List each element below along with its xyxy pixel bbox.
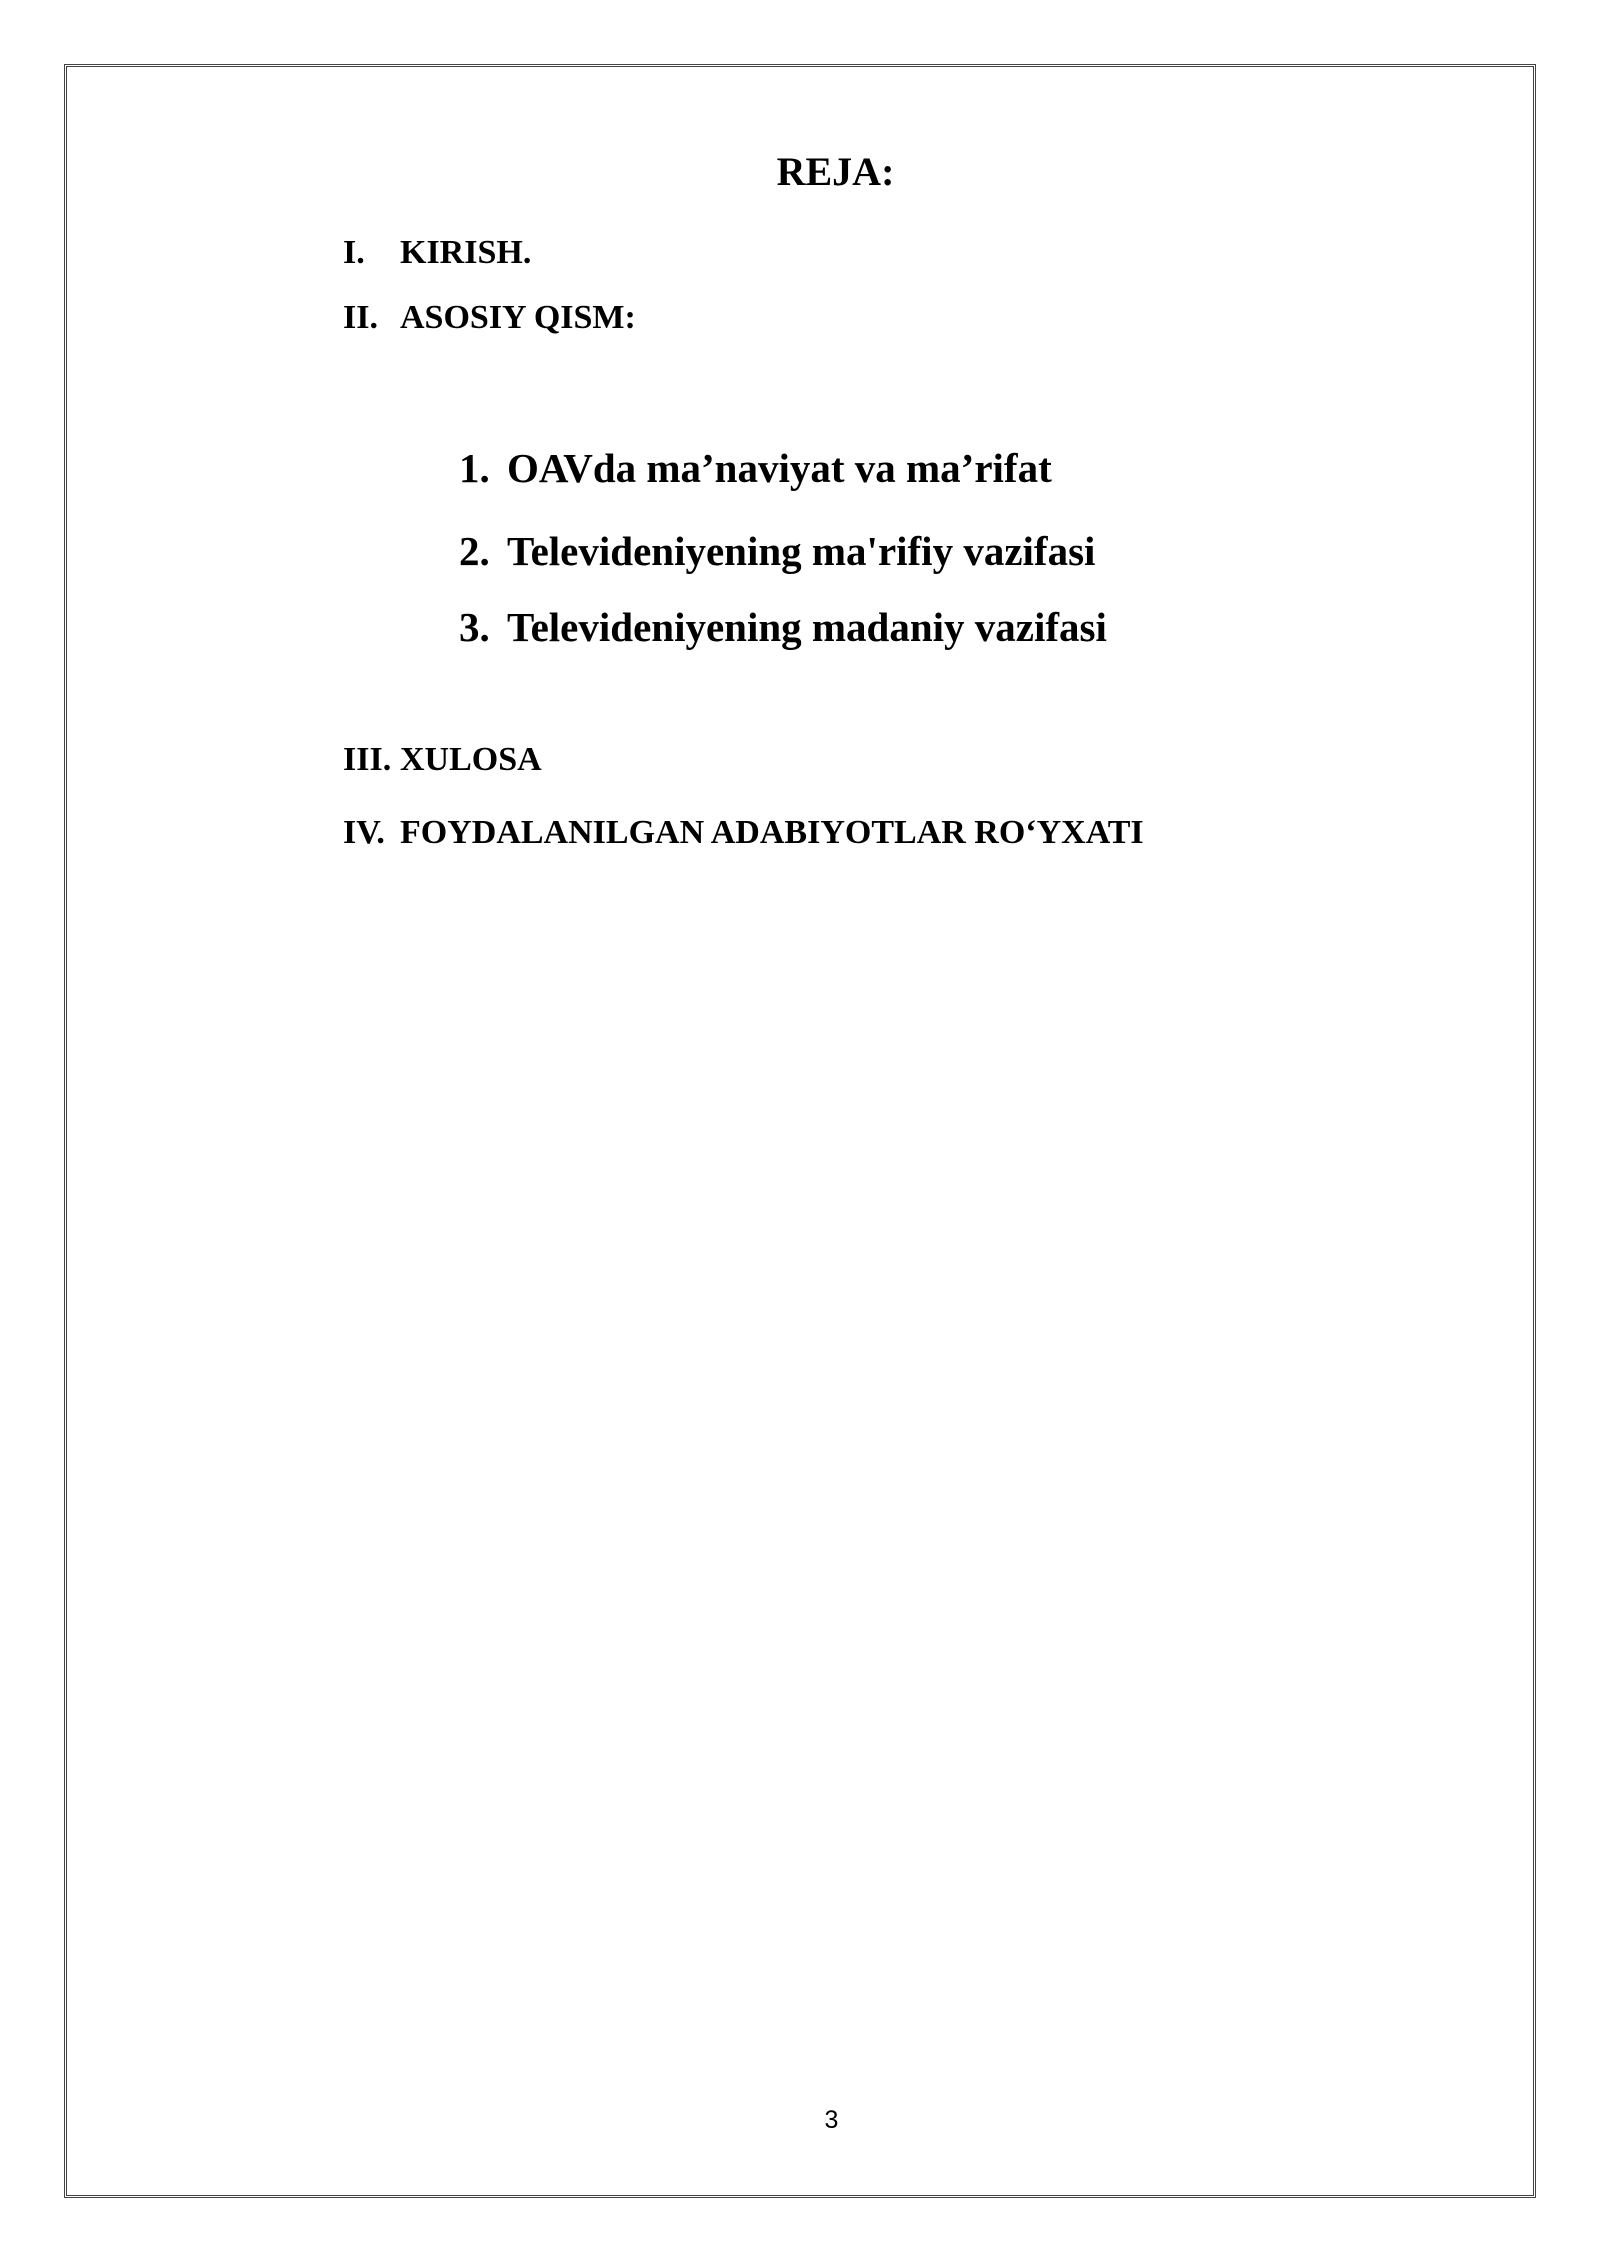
- outline-item-label: FOYDALANILGAN ADABIYOTLAR RO‘YXATI: [400, 814, 1144, 851]
- subsection-number: 3.: [459, 604, 490, 650]
- subsection-number: 1.: [459, 445, 490, 491]
- subsection-label: Televideniyening ma'rifiy vazifasi: [507, 528, 1096, 574]
- subsection-item-3: [459, 604, 1107, 650]
- outline-item-number: I.: [343, 234, 365, 271]
- outline-item-references: [343, 816, 1144, 850]
- subsection-number: 2.: [459, 528, 490, 574]
- outline-item-main-part: [343, 301, 636, 335]
- outline-item-conclusion: [343, 743, 542, 777]
- outline-item-label: XULOSA: [400, 741, 542, 778]
- document-title: REJA:: [776, 149, 895, 194]
- page-border: [64, 64, 1536, 2198]
- page-number: 3: [824, 2106, 839, 2134]
- subsection-label: OAVda ma’naviyat va ma’rifat: [507, 445, 1052, 491]
- subsection-item-2: [459, 528, 1096, 574]
- outline-item-number: III.: [343, 741, 392, 778]
- subsection-item-1: [459, 445, 1052, 491]
- outline-item-intro: [343, 236, 531, 270]
- outline-item-number: II.: [343, 299, 378, 336]
- subsection-label: Televideniyening madaniy vazifasi: [507, 604, 1107, 650]
- outline-item-label: KIRISH.: [400, 234, 532, 271]
- outline-item-number: IV.: [343, 814, 385, 851]
- outline-item-label: ASOSIY QISM:: [400, 299, 636, 336]
